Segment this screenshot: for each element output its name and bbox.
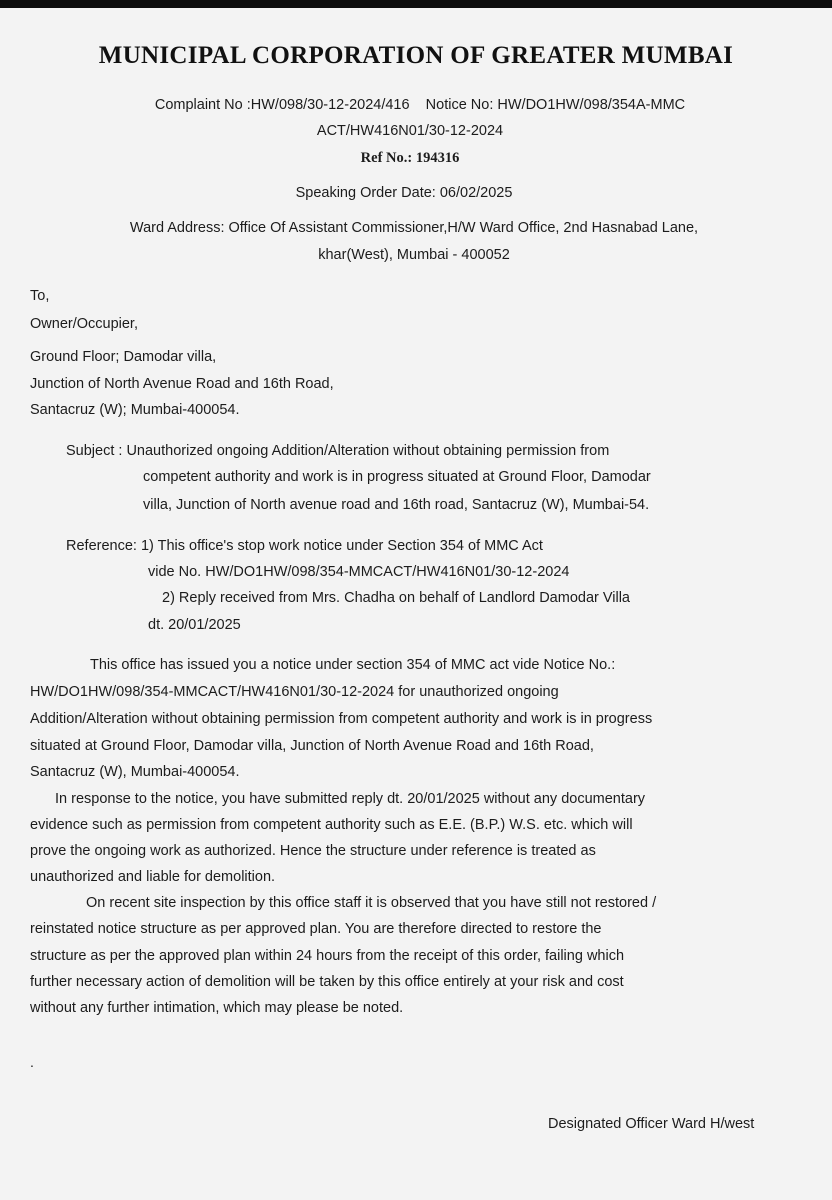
reference-line-1: Reference: 1) This office's stop work notice under Section 354 of MMC Act (66, 538, 543, 554)
ward-address-line-2: khar(West), Mumbai - 400052 (318, 247, 510, 263)
body-p3-line-2: reinstated notice structure as per approved plan. You are therefore directed to restore the (30, 921, 602, 937)
to-label: To, (30, 288, 50, 304)
document-title: MUNICIPAL CORPORATION OF GREATER MUMBAI (98, 42, 734, 69)
stray-mark: . (30, 1054, 34, 1070)
addressee-line-3: Santacruz (W); Mumbai-400054. (30, 402, 240, 418)
addressee-line-2: Junction of North Avenue Road and 16th Road, (30, 376, 334, 392)
addressee-name: Owner/Occupier, (30, 316, 138, 332)
ward-address-line-1: Ward Address: Office Of Assistant Commissioner,H/W Ward Office, 2nd Hasnabad Lane, (129, 220, 699, 236)
ref-number: Ref No.: 194316 (360, 150, 460, 166)
body-p2-line-1: In response to the notice, you have submitted reply dt. 20/01/2025 without any documentary (55, 791, 646, 807)
signature-designation: Designated Officer Ward H/west (548, 1116, 755, 1132)
reference-line-2: vide No. HW/DO1HW/098/354-MMCACT/HW416N01/30-12-2024 (148, 564, 570, 580)
body-p1-line-3: Addition/Alteration without obtaining permission from competent authority and work is in progress (30, 711, 653, 727)
body-p3-line-5: without any further intimation, which may please be noted. (30, 1000, 404, 1016)
subject-line-2: competent authority and work is in progress situated at Ground Floor, Damodar (143, 469, 651, 485)
top-border (0, 0, 832, 8)
reference-line-3: 2) Reply received from Mrs. Chadha on behalf of Landlord Damodar Villa (162, 590, 631, 606)
body-p1-line-1: This office has issued you a notice under section 354 of MMC act vide Notice No.: (90, 657, 616, 673)
body-p2-line-2: evidence such as permission from competent authority such as E.E. (B.P.) W.S. etc. which will (30, 817, 633, 833)
body-p1-line-5: Santacruz (W), Mumbai-400054. (30, 764, 240, 780)
subject-line-3: villa, Junction of North avenue road and 16th road, Santacruz (W), Mumbai-54. (143, 497, 650, 513)
body-p1-line-2: HW/DO1HW/098/354-MMCACT/HW416N01/30-12-2024 for unauthorized ongoing (30, 684, 559, 700)
body-p3-line-4: further necessary action of demolition will be taken by this office entirely at your risk and cost (30, 974, 624, 990)
complaint-notice-line: Complaint No :HW/098/30-12-2024/416 Notice No: HW/DO1HW/098/354A-MMC (154, 97, 686, 113)
body-p1-line-4: situated at Ground Floor, Damodar villa, Junction of North Avenue Road and 16th Road, (30, 738, 594, 754)
body-p3-line-1: On recent site inspection by this office staff it is observed that you have still not restored / (86, 895, 657, 911)
body-p2-line-4: unauthorized and liable for demolition. (30, 869, 276, 885)
addressee-line-1: Ground Floor; Damodar villa, (30, 349, 217, 365)
subject-line-1: Subject : Unauthorized ongoing Addition/Alteration without obtaining permission from (66, 443, 610, 459)
notice-line-2: ACT/HW416N01/30-12-2024 (316, 123, 504, 139)
reference-line-4: dt. 20/01/2025 (148, 617, 241, 633)
speaking-order-date: Speaking Order Date: 06/02/2025 (295, 185, 513, 201)
body-p3-line-3: structure as per the approved plan within 24 hours from the receipt of this order, failing which (30, 948, 625, 964)
body-p2-line-3: prove the ongoing work as authorized. Hence the structure under reference is treated as (30, 843, 596, 859)
